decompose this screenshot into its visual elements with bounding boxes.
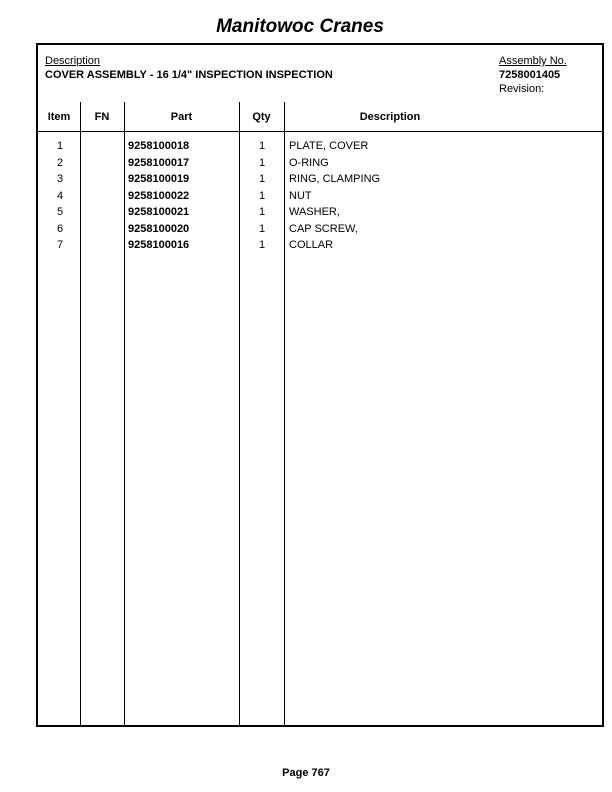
table-row	[38, 223, 602, 239]
table-row	[38, 140, 602, 156]
description-value: COVER ASSEMBLY - 16 1/4" INSPECTION INSPECTION	[45, 69, 333, 81]
quantity: 1	[258, 206, 266, 218]
part-description: NUT	[289, 189, 312, 202]
table-row	[38, 157, 602, 173]
part-number: 9258100021	[128, 206, 190, 218]
page-title: Manitowoc Cranes	[216, 16, 384, 37]
quantity: 1	[258, 222, 266, 235]
quantity: 1	[258, 156, 266, 169]
part-number: 9258100022	[128, 189, 190, 202]
column-header-item: Item	[47, 111, 71, 123]
item-number: 3	[56, 173, 64, 185]
part-number: 9258100019	[128, 173, 190, 185]
quantity: 1	[258, 140, 266, 152]
column-header-description: Description	[359, 111, 421, 123]
assembly-block	[499, 54, 567, 96]
part-description: COLLAR	[289, 239, 334, 251]
part-description: O-RING	[289, 156, 329, 169]
part-description: CAP SCREW,	[289, 222, 358, 235]
quantity: 1	[258, 173, 266, 185]
assembly-value: 7258001405	[499, 69, 561, 81]
part-description: RING, CLAMPING	[289, 173, 381, 185]
part-number: 9258100018	[128, 140, 190, 152]
column-header-fn: FN	[94, 111, 110, 123]
table-row	[38, 206, 602, 222]
quantity: 1	[258, 239, 266, 251]
column-header-qty: Qty	[252, 111, 271, 123]
page-number: Page 767	[282, 767, 330, 779]
item-number: 4	[56, 189, 64, 202]
description-block	[45, 54, 333, 82]
item-number: 2	[56, 156, 64, 169]
parts-table-frame	[36, 43, 604, 727]
part-number: 9258100017	[128, 156, 190, 169]
item-number: 5	[56, 206, 64, 218]
part-description: PLATE, COVER	[289, 140, 369, 152]
column-header-part: Part	[170, 111, 193, 123]
part-description: WASHER,	[289, 206, 340, 218]
quantity: 1	[258, 189, 266, 202]
table-row	[38, 173, 602, 189]
description-label: Description	[45, 55, 101, 67]
table-row	[38, 190, 602, 206]
part-number: 9258100020	[128, 222, 190, 235]
table-row	[38, 239, 602, 255]
item-number: 7	[56, 239, 64, 251]
assembly-label: Assembly No.	[499, 55, 567, 67]
part-number: 9258100016	[128, 239, 190, 251]
item-number: 6	[56, 222, 64, 235]
revision-label: Revision:	[499, 83, 545, 95]
item-number: 1	[56, 140, 64, 152]
